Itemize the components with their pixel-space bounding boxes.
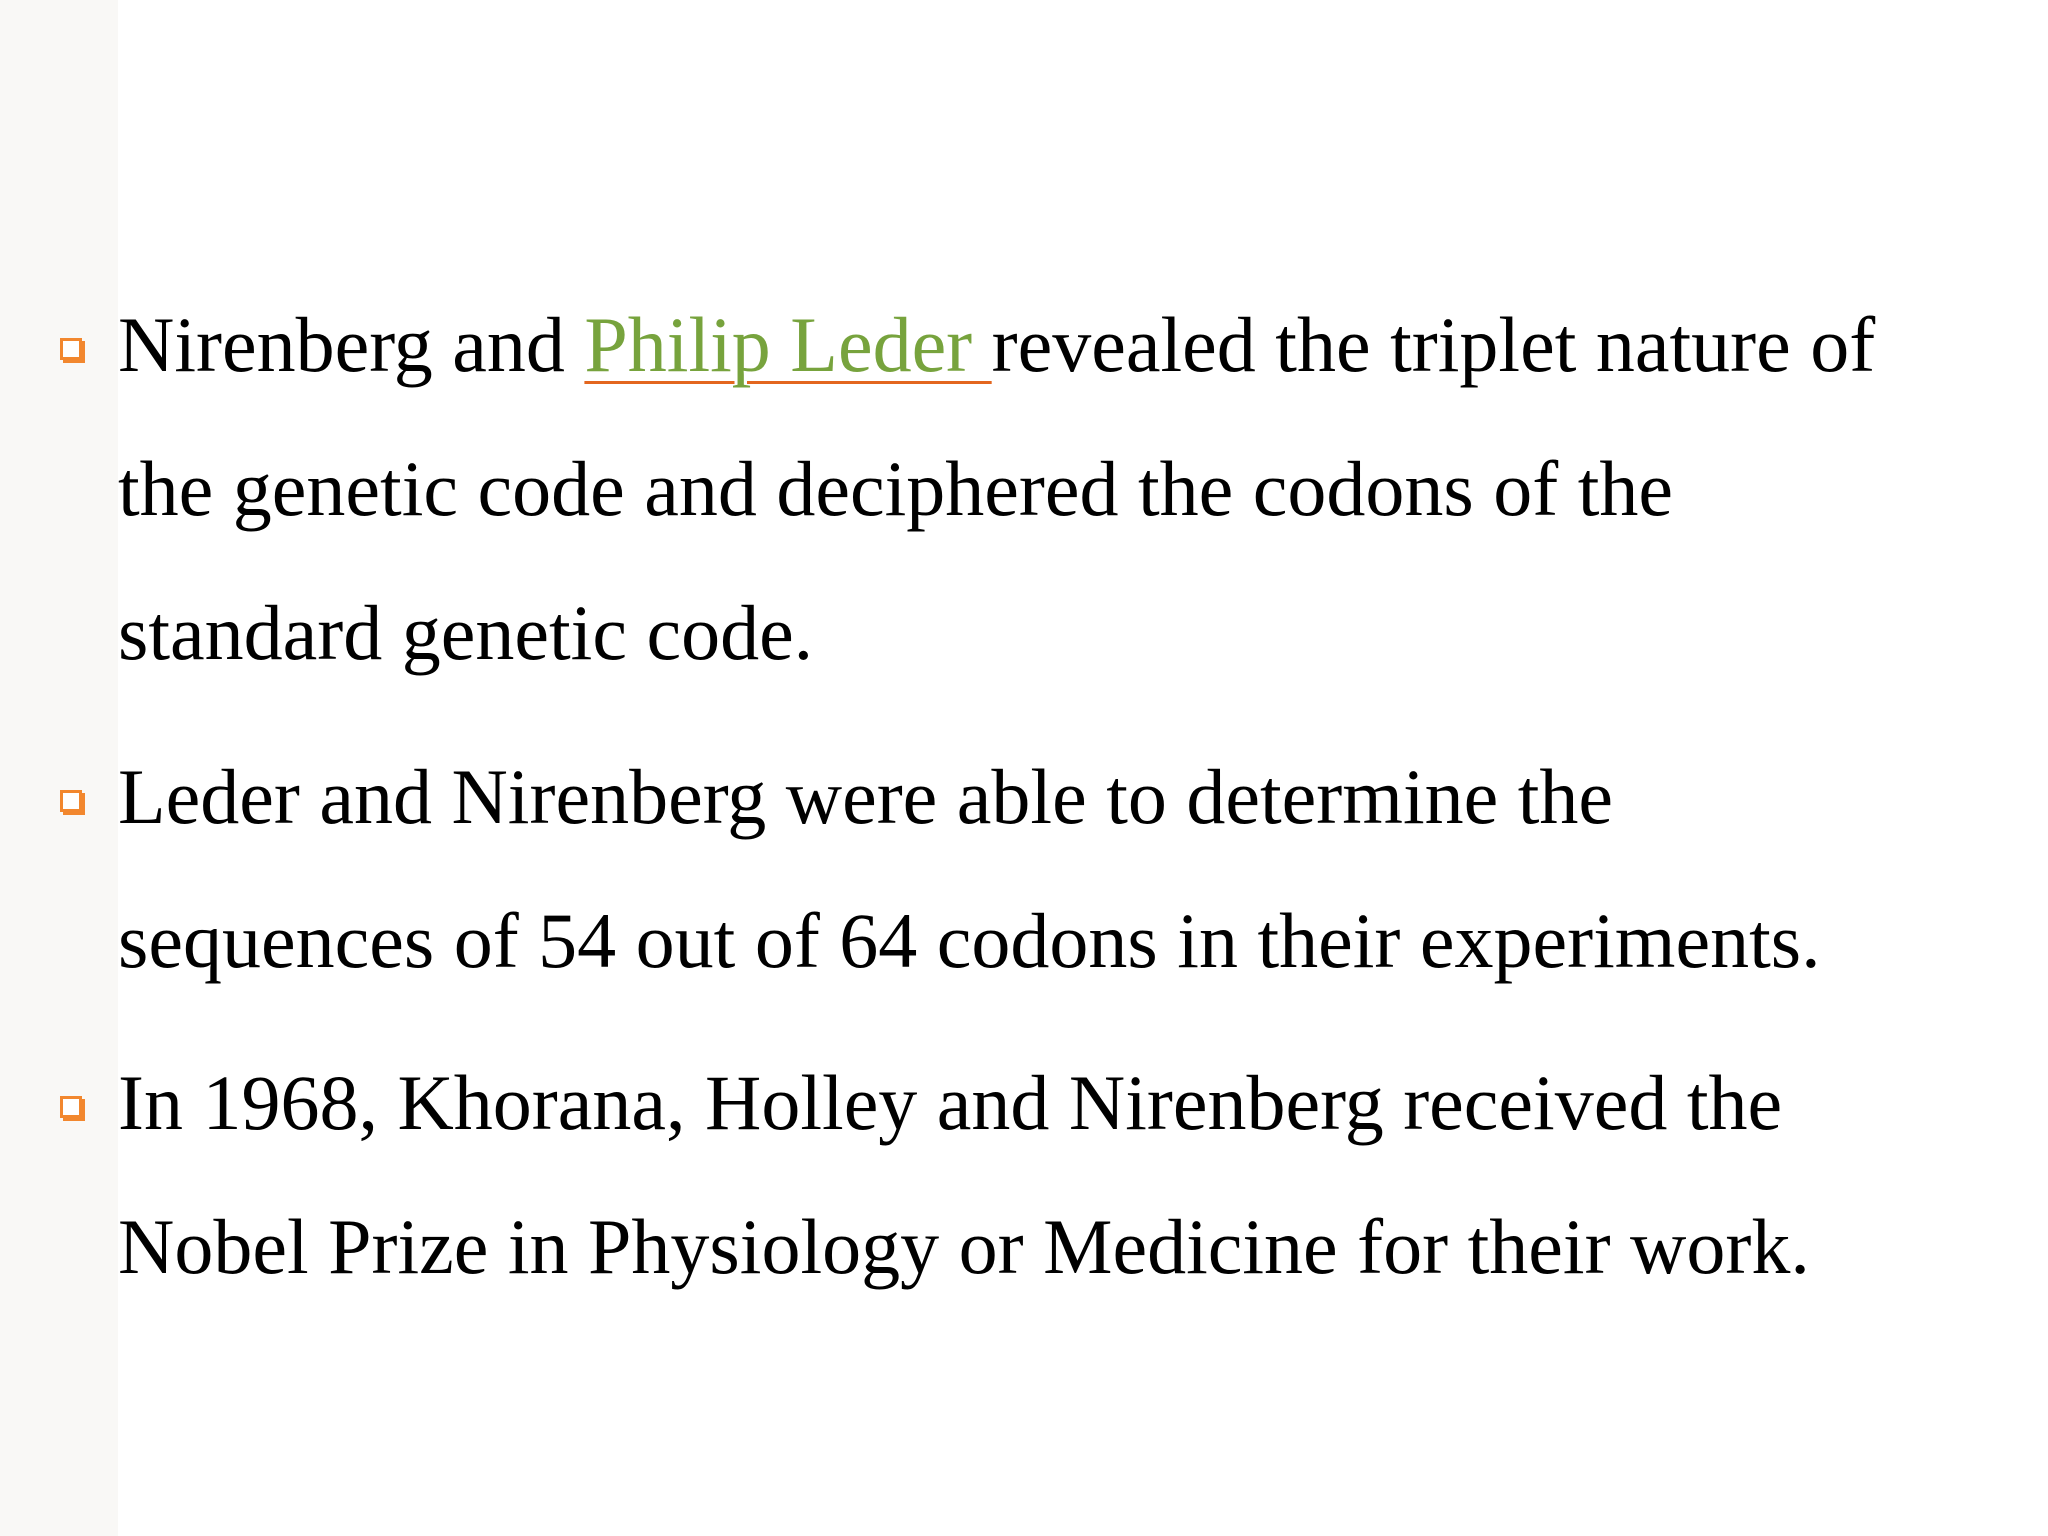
bullet-2-line-2: sequences of 54 out of 64 codons in their experiments. bbox=[118, 897, 1821, 984]
square-bullet-icon bbox=[60, 1096, 82, 1118]
bullet-1-line-3: standard genetic code. bbox=[118, 589, 814, 676]
square-bullet-icon bbox=[60, 338, 82, 360]
bullet-1-line-2: the genetic code and deciphered the codons of the bbox=[118, 445, 1674, 532]
bullet-3-line-1: In 1968, Khorana, Holley and Nirenberg received the bbox=[118, 1059, 1783, 1146]
square-bullet-icon bbox=[60, 790, 82, 812]
philip-leder-link[interactable]: Philip Leder bbox=[584, 301, 992, 388]
bullet-2-line-1: Leder and Nirenberg were able to determine the bbox=[118, 753, 1614, 840]
bullet-1-text-after-link: revealed the triplet nature of bbox=[991, 301, 1876, 388]
bullet-3-line-2: Nobel Prize in Physiology or Medicine for their work. bbox=[118, 1203, 1810, 1290]
bullet-1-text-before-link: Nirenberg and bbox=[118, 301, 585, 388]
bullet-1-line-1 bbox=[118, 300, 1875, 390]
